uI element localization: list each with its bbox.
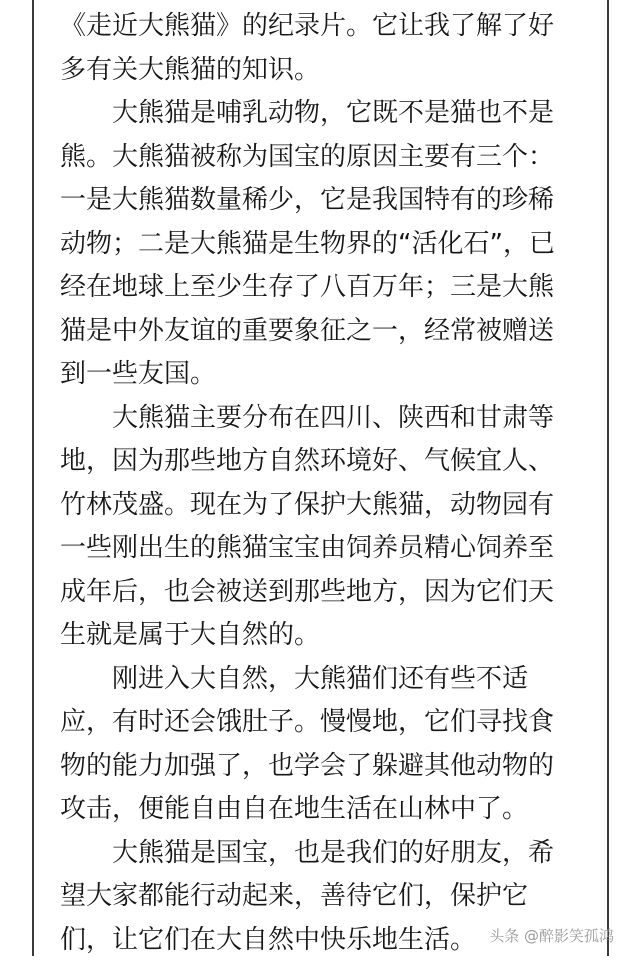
- watermark: 头条 @醉影笑孤鸿: [489, 926, 614, 946]
- text-line: 攻击，便能自由自在地生活在山林中了。: [60, 788, 590, 832]
- text-line: 物的能力加强了，也学会了躲避其他动物的: [60, 745, 590, 789]
- text-line: 动物；二是大熊猫是生物界的“活化石”，已: [60, 223, 590, 267]
- paragraph: [60, 5, 590, 92]
- page-border-left: [32, 0, 34, 956]
- text-line: 一是大熊猫数量稀少，它是我国特有的珍稀: [60, 179, 590, 223]
- text-line: 《走近大熊猫》的纪录片。它让我了解了好: [60, 5, 590, 49]
- text-line: 应，有时还会饿肚子。慢慢地，它们寻找食: [60, 701, 590, 745]
- page-border-right: [607, 0, 609, 956]
- text-line: 到一些友国。: [60, 353, 590, 397]
- text-line: 猫是中外友谊的重要象征之一，经常被赠送: [60, 310, 590, 354]
- text-line: 经在地球上至少生存了八百万年；三是大熊: [60, 266, 590, 310]
- text-line: 熊。大熊猫被称为国宝的原因主要有三个：: [60, 136, 590, 180]
- text-line: 一些刚出生的熊猫宝宝由饲养员精心饲养至: [60, 527, 590, 571]
- text-line: 大熊猫是哺乳动物，它既不是猫也不是: [60, 92, 590, 136]
- text-line: 望大家都能行动起来，善待它们，保护它: [60, 875, 590, 919]
- paragraph: [60, 92, 590, 397]
- text-line: 刚进入大自然，大熊猫们还有些不适: [60, 658, 590, 702]
- text-line: 多有关大熊猫的知识。: [60, 49, 590, 93]
- text-line: 生就是属于大自然的。: [60, 614, 590, 658]
- text-line: 竹林茂盛。现在为了保护大熊猫，动物园有: [60, 484, 590, 528]
- text-line: 地，因为那些地方自然环境好、气候宜人、: [60, 440, 590, 484]
- text-line: 们，让它们在大自然中快乐地生活。: [60, 919, 590, 962]
- text-line: 成年后，也会被送到那些地方，因为它们天: [60, 571, 590, 615]
- text-line: 大熊猫是国宝，也是我们的好朋友，希: [60, 832, 590, 876]
- text-line: 大熊猫主要分布在四川、陕西和甘肃等: [60, 397, 590, 441]
- document-body: [60, 5, 590, 962]
- paragraph: [60, 658, 590, 832]
- paragraph: [60, 397, 590, 658]
